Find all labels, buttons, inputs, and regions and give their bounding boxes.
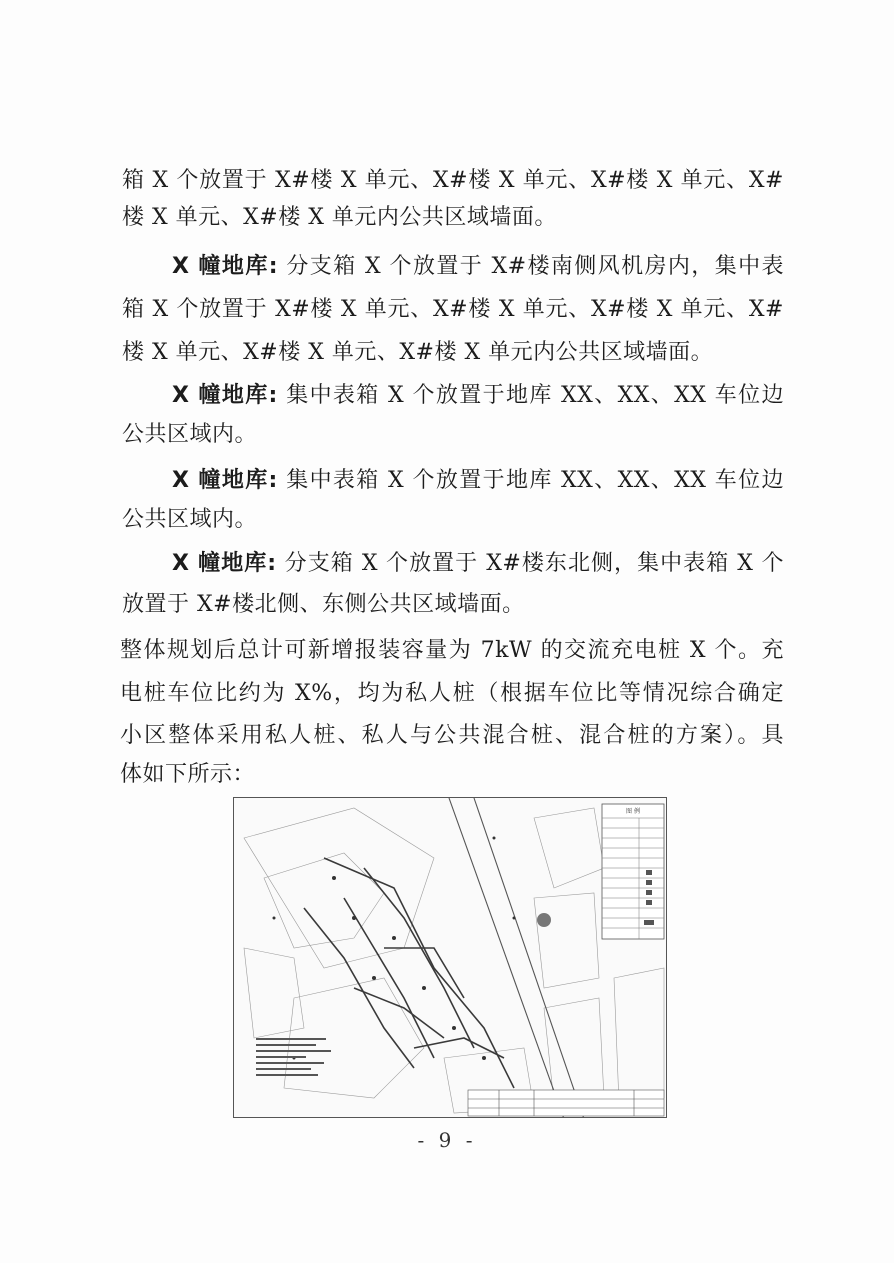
p5-label: X 幢地库: <box>172 551 277 576</box>
p2-label: X 幢地库: <box>172 254 279 279</box>
p5-line1 <box>172 546 784 582</box>
p3-label: X 幢地库: <box>172 383 278 408</box>
site-plan-drawing <box>234 798 667 1118</box>
p1-line2: 楼 X 单元、X#楼 X 单元内公共区域墙面。 <box>122 205 557 230</box>
p3-line1 <box>172 378 784 414</box>
p5-line1-rest: 分支箱 X 个放置于 X#楼东北侧，集中表箱 X 个 <box>284 551 785 576</box>
p2-line2: 箱 X 个放置于 X#楼 X 单元、X#楼 X 单元、X#楼 X 单元、X# <box>122 297 784 322</box>
p6-line1: 整体规划后总计可新增报装容量为 7kW 的交流充电桩 X 个。充 <box>120 638 784 663</box>
p6-line3: 小区整体采用私人桩、私人与公共混合桩、混合桩的方案）。具 <box>120 723 784 748</box>
p2-line3: 楼 X 单元、X#楼 X 单元、X#楼 X 单元内公共区域墙面。 <box>122 340 714 365</box>
p4-line2: 公共区域内。 <box>122 507 258 532</box>
legend-title: 图 例 <box>626 808 640 815</box>
site-plan-figure <box>233 797 667 1118</box>
p4-label: X 幢地库: <box>172 468 278 493</box>
landmark-circle <box>537 913 551 927</box>
p4-line1-rest: 集中表箱 X 个放置于地库 XX、XX、XX 车位边 <box>286 468 785 493</box>
notes-block <box>256 1038 331 1076</box>
p6-line4: 体如下所示： <box>120 762 256 787</box>
p2-line1-rest: 分支箱 X 个放置于 X#楼南侧风机房内，集中表 <box>286 254 784 279</box>
title-block <box>468 1090 664 1116</box>
p6-line2: 电桩车位比约为 X%，均为私人桩（根据车位比等情况综合确定 <box>120 681 784 706</box>
p2-line1 <box>172 249 784 285</box>
page-number: - 9 - <box>417 1128 477 1152</box>
p4-line1 <box>172 463 784 499</box>
site-plan-lines <box>244 808 664 1113</box>
p3-line2: 公共区域内。 <box>122 422 258 447</box>
p5-line2: 放置于 X#楼北侧、东侧公共区域墙面。 <box>122 592 525 617</box>
p3-line1-rest: 集中表箱 X 个放置于地库 XX、XX、XX 车位边 <box>286 383 785 408</box>
road-lines <box>449 798 584 1118</box>
legend-box <box>602 804 664 939</box>
p1-line1: 箱 X 个放置于 X#楼 X 单元、X#楼 X 单元、X#楼 X 单元、X# <box>122 168 784 193</box>
